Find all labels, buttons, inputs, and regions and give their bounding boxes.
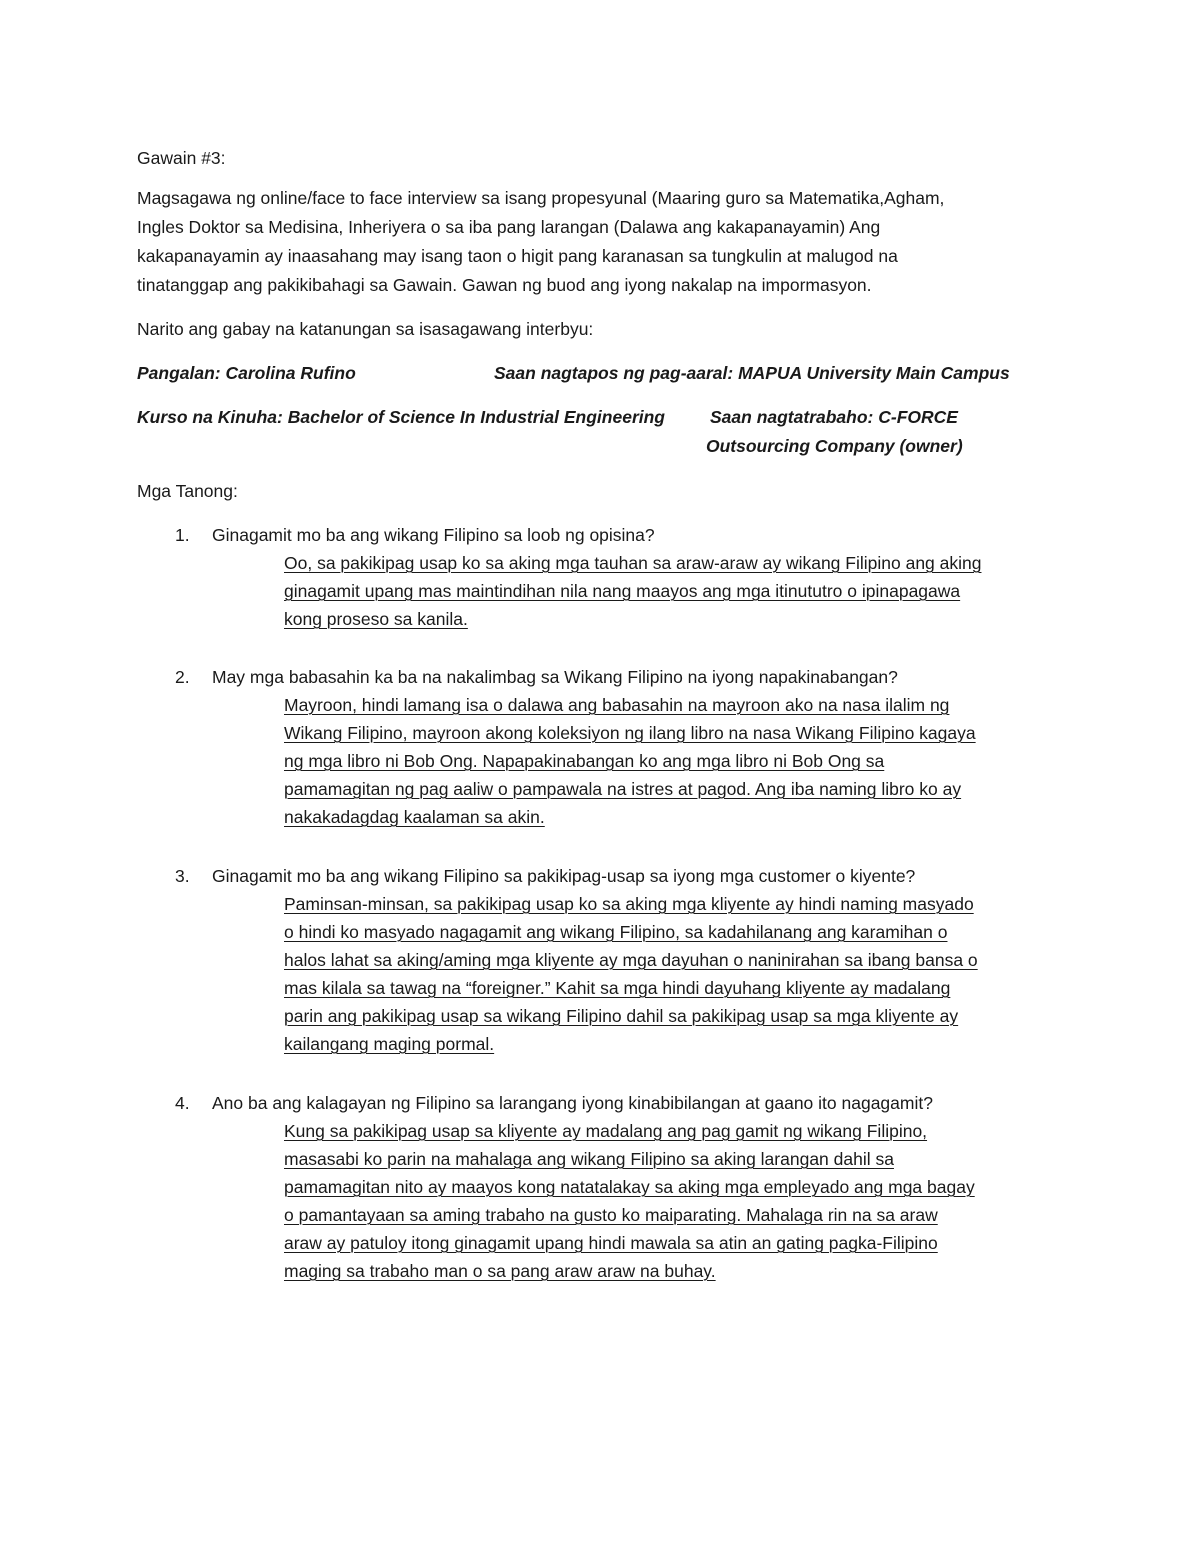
answer-line: masasabi ko parin na mahalaga ang wikang Filipino sa aking larangan dahil sa xyxy=(284,1149,894,1169)
question-number: 2. xyxy=(175,667,190,687)
answer-line: maging sa trabaho man o sa pang araw araw na buhay. xyxy=(284,1261,716,1281)
answer-line: pamamagitan nito ay maayos kong natatalakay sa aking mga empleyado ang mga bagay xyxy=(284,1177,975,1197)
profile-name: Pangalan: Carolina Rufino xyxy=(137,363,356,383)
answer-line: Paminsan-minsan, sa pakikipag usap ko sa aking mga kliyente ay hindi naming masyado xyxy=(284,894,974,914)
answer-line: Mayroon, hindi lamang isa o dalawa ang babasahin na mayroon ako na nasa ilalim ng xyxy=(284,695,950,715)
answer-line: o hindi ko masyado nagagamit ang wikang Filipino, sa kadahilanang ang karamihan o xyxy=(284,922,948,942)
answer-line: Kung sa pakikipag usap sa kliyente ay madalang ang pag gamit ng wikang Filipino, xyxy=(284,1121,928,1141)
answer-line: kailangang maging pormal. xyxy=(284,1034,495,1054)
profile-work: Saan nagtatrabaho: C-FORCE xyxy=(710,407,958,427)
answer-line: araw ay patuloy itong ginagamit upang hindi mawala sa atin an gating pagka-Filipino xyxy=(284,1233,938,1253)
question-number: 3. xyxy=(175,866,190,886)
answer-line: Wikang Filipino, mayroon akong koleksiyon ng ilang libro na nasa Wikang Filipino kagaya xyxy=(284,723,976,743)
answer-line: Oo, sa pakikipag usap ko sa aking mga tauhan sa araw-araw ay wikang Filipino ang aking xyxy=(284,553,982,573)
question-text: May mga babasahin ka ba na nakalimbag sa Wikang Filipino na iyong napakinabangan? xyxy=(212,667,898,687)
page-heading: Gawain #3: xyxy=(137,148,226,168)
guide-text: Narito ang gabay na katanungan sa isasagawang interbyu: xyxy=(137,319,594,339)
questions-heading: Mga Tanong: xyxy=(137,481,238,501)
answer-line: ginagamit upang mas maintindihan nila nang maayos ang mga itinututro o ipinapagawa xyxy=(284,581,961,601)
answer-line: parin ang pakikipag usap sa wikang Filipino dahil sa pakikipag usap sa mga kliyente ay xyxy=(284,1006,959,1026)
question-text: Ginagamit mo ba ang wikang Filipino sa pakikipag-usap sa iyong mga customer o kiyente? xyxy=(212,866,916,886)
instruction-line: Ingles Doktor sa Medisina, Inheriyera o sa iba pang larangan (Dalawa ang kakapanayamin) Ang xyxy=(137,217,881,237)
answer-line: halos lahat sa aking/aming mga kliyente ay mga dayuhan o naninirahan sa ibang bansa o xyxy=(284,950,978,970)
answer-line: nakakadagdag kaalaman sa akin. xyxy=(284,807,545,827)
instruction-line: kakapanayamin ay inaasahang may isang taon o higit pang karanasan sa tungkulin at malugod na xyxy=(137,246,898,266)
answer-line: ng mga libro ni Bob Ong. Napapakinabangan ko ang mga libro ni Bob Ong sa xyxy=(284,751,885,771)
instruction-line: Magsagawa ng online/face to face interview sa isang propesyunal (Maaring guro sa Matematika,Agham, xyxy=(137,188,945,208)
answer-line: kong proseso sa kanila. xyxy=(284,609,468,629)
profile-course: Kurso na Kinuha: Bachelor of Science In Industrial Engineering xyxy=(137,407,665,427)
profile-work-continued: Outsourcing Company (owner) xyxy=(706,436,963,456)
answer-line: pamamagitan ng pag aaliw o pampawala na istres at pagod. Ang iba naming libro ko ay xyxy=(284,779,962,799)
question-number: 4. xyxy=(175,1093,190,1113)
answer-line: o pamantayaan sa aming trabaho na gusto ko maiparating. Mahalaga rin na sa araw xyxy=(284,1205,938,1225)
question-text: Ginagamit mo ba ang wikang Filipino sa loob ng opisina? xyxy=(212,525,655,545)
profile-school: Saan nagtapos ng pag-aaral: MAPUA University Main Campus xyxy=(494,363,1010,383)
answer-line: mas kilala sa tawag na “foreigner.” Kahit sa mga hindi dayuhang kliyente ay madalang xyxy=(284,978,951,998)
instruction-line: tinatanggap ang pakikibahagi sa Gawain. Gawan ng buod ang iyong nakalap na impormasyon. xyxy=(137,275,872,295)
question-text: Ano ba ang kalagayan ng Filipino sa larangang iyong kinabibilangan at gaano ito nagagamit? xyxy=(212,1093,933,1113)
question-number: 1. xyxy=(175,525,190,545)
